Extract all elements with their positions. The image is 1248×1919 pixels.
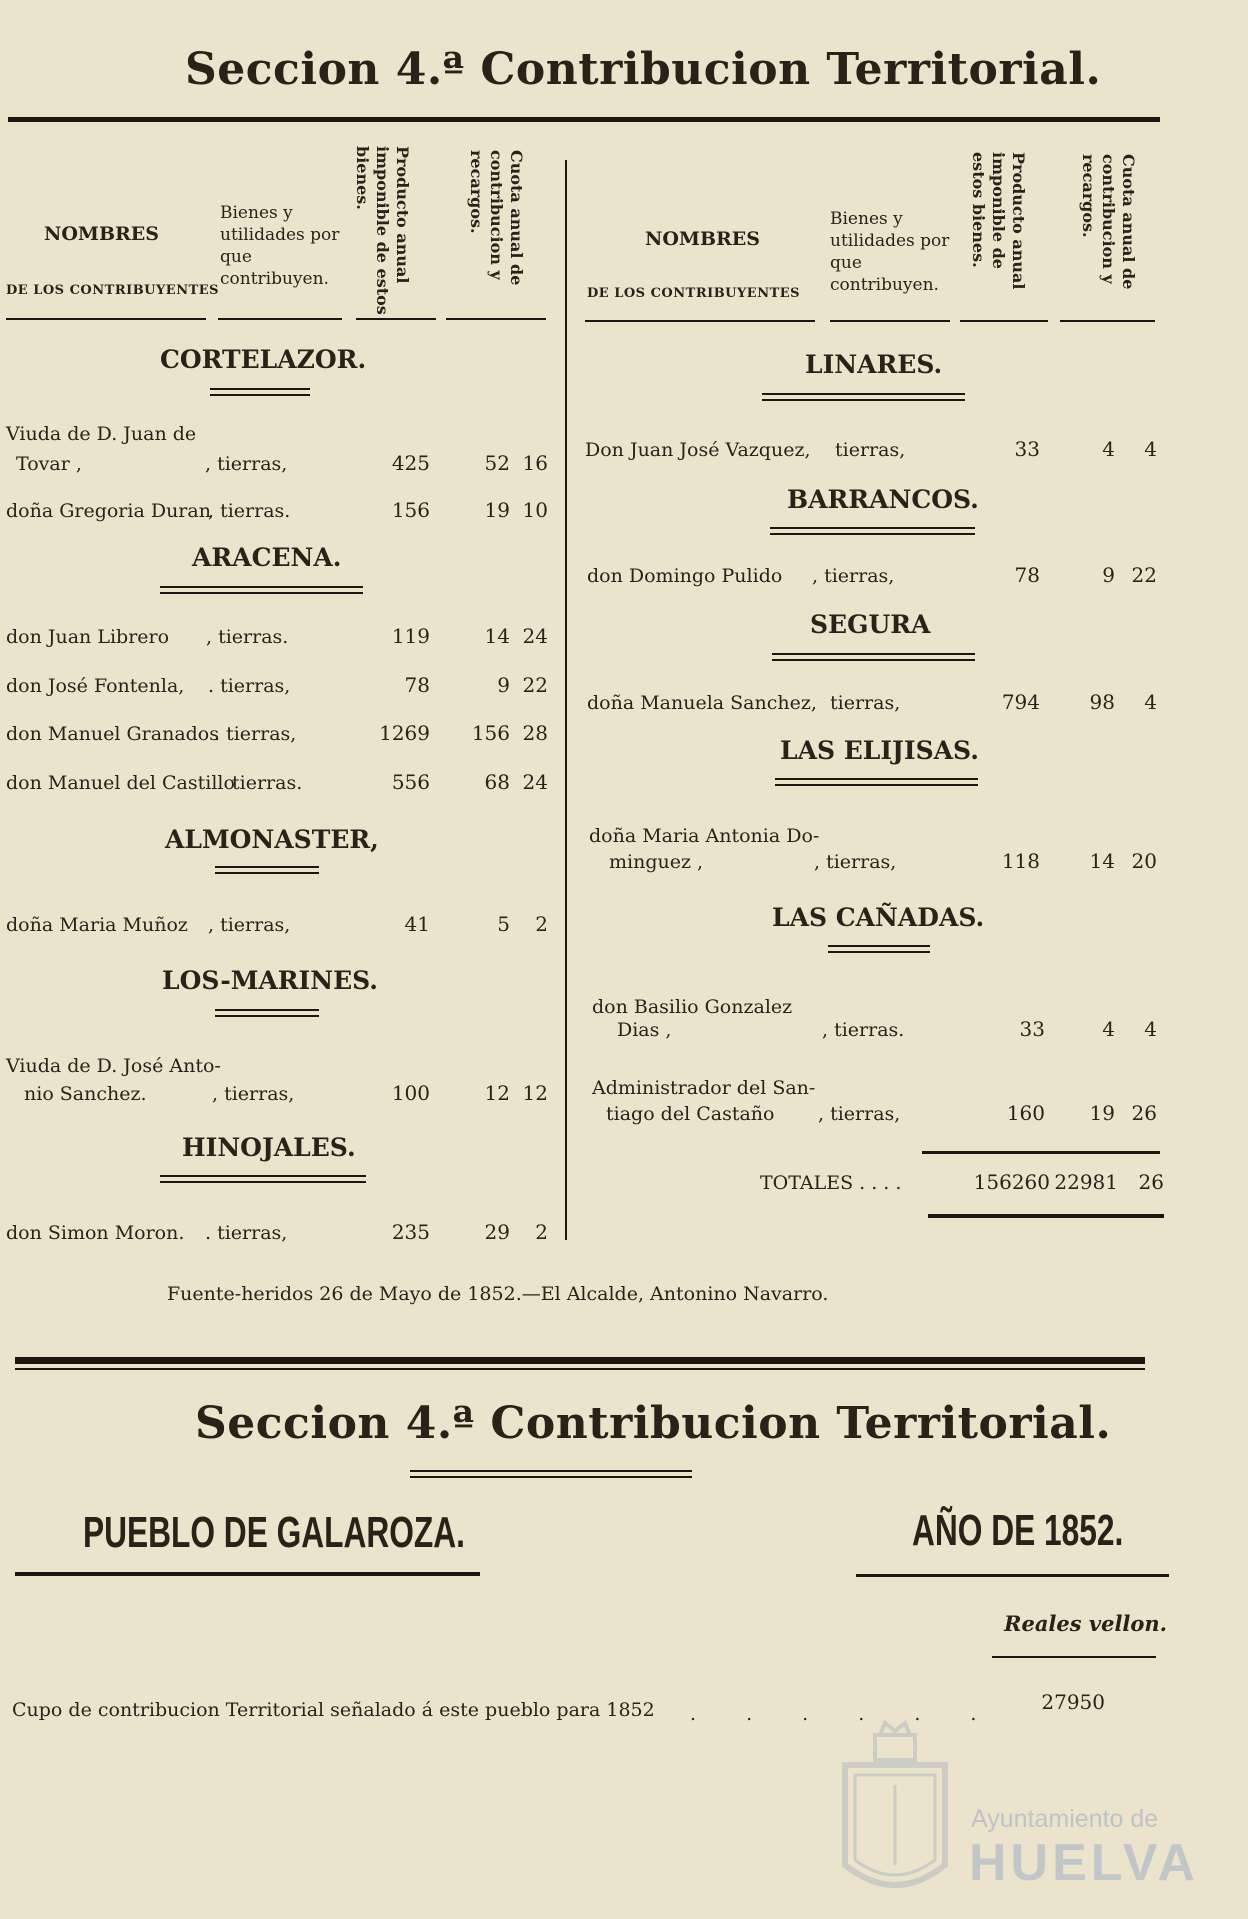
entry-name: doña Gregoria Duran bbox=[6, 500, 211, 522]
entry-name-cont: tiago del Castaño bbox=[606, 1103, 775, 1125]
col-header-contribuyentes-right: DE LOS CONTRIBUYENTES bbox=[587, 286, 801, 301]
cupo-value: 27950 bbox=[1041, 1690, 1105, 1714]
entry-name: doña Manuela Sanchez, bbox=[587, 692, 817, 714]
unit-rule bbox=[992, 1656, 1156, 1658]
entry-name: doña Maria Antonia Do- bbox=[589, 825, 820, 847]
entry-cuota: 68 bbox=[484, 770, 510, 794]
town-heading: HINOJALES. bbox=[182, 1133, 356, 1162]
entry-name: don Juan Librero bbox=[6, 626, 170, 648]
watermark-line2: HUELVA bbox=[969, 1834, 1200, 1892]
header-rule bbox=[218, 318, 342, 320]
entry-bienes: , tierras. bbox=[208, 500, 291, 522]
unit-label: Reales vellon. bbox=[1004, 1611, 1167, 1636]
town-underline bbox=[775, 778, 978, 786]
entry-cuota-fraction: 4 bbox=[1144, 437, 1157, 461]
entry-cuota-fraction: 10 bbox=[522, 498, 548, 522]
footer-note: Fuente-heridos 26 de Mayo de 1852.—El Alcalde, Antonino Navarro. bbox=[167, 1283, 829, 1305]
entry-cuota: 156 bbox=[471, 721, 510, 745]
ano-rule bbox=[856, 1574, 1169, 1577]
col-header-bienes-right: Bienes y utilidades por que contribuyen. bbox=[830, 209, 950, 295]
entry-producto: 425 bbox=[391, 451, 430, 475]
town-underline bbox=[772, 653, 975, 661]
totals-label: TOTALES . . . . bbox=[760, 1172, 902, 1194]
col-header-bienes-left: Bienes y utilidades por que contribuyen. bbox=[220, 203, 340, 289]
entry-producto: 78 bbox=[1014, 563, 1040, 587]
entry-producto: 33 bbox=[1014, 437, 1040, 461]
cupo-text: Cupo de contribucion Territorial señalado á este pueblo para 1852 bbox=[12, 1699, 655, 1721]
entry-producto: 235 bbox=[391, 1220, 430, 1244]
ano-heading: AÑO DE 1852. bbox=[912, 1506, 1124, 1555]
entry-cuota: 12 bbox=[484, 1081, 510, 1105]
town-heading: LOS-MARINES. bbox=[162, 966, 379, 995]
entry-bienes: , tierras. bbox=[822, 1019, 905, 1041]
col-header-cuota-right: Cuota anual de contribucion y recargos. bbox=[1079, 154, 1138, 290]
entry-cuota-fraction: 20 bbox=[1131, 849, 1157, 873]
entry-cuota-fraction: 4 bbox=[1144, 1017, 1157, 1041]
totals-cuota-fraction: 26 bbox=[1138, 1170, 1164, 1194]
town-underline bbox=[160, 1175, 366, 1183]
entry-producto: 118 bbox=[1001, 849, 1040, 873]
entry-cuota: 19 bbox=[1089, 1101, 1115, 1125]
totals-rule-bottom bbox=[928, 1214, 1164, 1218]
entry-producto: 33 bbox=[1019, 1017, 1045, 1041]
entry-cuota: 5 bbox=[497, 912, 510, 936]
header-rule bbox=[830, 320, 950, 322]
entry-bienes: . tierras, bbox=[205, 1222, 288, 1244]
entry-name: don Basilio Gonzalez bbox=[592, 996, 793, 1018]
entry-cuota-fraction: 24 bbox=[522, 624, 548, 648]
town-heading: ARACENA. bbox=[192, 543, 342, 572]
header-rule bbox=[356, 318, 436, 320]
header-rule bbox=[585, 320, 815, 322]
town-heading: ALMONASTER, bbox=[165, 825, 379, 854]
entry-bienes: , tierras, bbox=[814, 851, 897, 873]
crest-icon bbox=[830, 1715, 960, 1905]
entry-cuota: 52 bbox=[484, 451, 510, 475]
entry-producto: 78 bbox=[404, 673, 430, 697]
watermark-line1: Ayuntamiento de bbox=[971, 1805, 1159, 1833]
entry-bienes: tierras. bbox=[232, 772, 303, 794]
header-rule bbox=[1060, 320, 1155, 322]
entry-cuota-fraction: 22 bbox=[1131, 563, 1157, 587]
entry-cuota: 29 bbox=[484, 1220, 510, 1244]
entry-name: don Simon Moron. bbox=[6, 1222, 185, 1244]
town-underline bbox=[160, 586, 363, 594]
entry-name: don José Fontenla, bbox=[6, 675, 185, 697]
entry-bienes: , tierras, bbox=[208, 914, 291, 936]
town-underline bbox=[215, 866, 319, 874]
entry-cuota-fraction: 2 bbox=[535, 1220, 548, 1244]
entry-producto: 100 bbox=[391, 1081, 430, 1105]
entry-producto: 556 bbox=[391, 770, 430, 794]
entry-name: don Manuel Granados bbox=[6, 723, 219, 745]
entry-cuota: 14 bbox=[484, 624, 510, 648]
entry-name-cont: nio Sanchez. bbox=[24, 1083, 147, 1105]
entry-cuota-fraction: 16 bbox=[522, 451, 548, 475]
town-underline bbox=[215, 1009, 319, 1017]
section-title-rule bbox=[410, 1476, 692, 1478]
entry-cuota-fraction: 24 bbox=[522, 770, 548, 794]
header-rule bbox=[960, 320, 1048, 322]
col-header-producto-right: Producto anual imponible de estos bienes. bbox=[969, 152, 1028, 290]
entry-name: Viuda de D. José Anto- bbox=[6, 1055, 221, 1077]
col-header-cuota-left: Cuota anual de contribucion y recargos. bbox=[467, 150, 526, 286]
entry-cuota: 4 bbox=[1102, 437, 1115, 461]
town-underline bbox=[210, 388, 310, 396]
column-divider bbox=[565, 160, 567, 1240]
page-title: Seccion 4.ª Contribucion Territorial. bbox=[185, 44, 1102, 95]
totals-rule-top bbox=[922, 1151, 1160, 1154]
totals-producto: 156260 bbox=[973, 1170, 1050, 1194]
entry-cuota: 98 bbox=[1089, 690, 1115, 714]
entry-cuota: 4 bbox=[1102, 1017, 1115, 1041]
header-rule bbox=[6, 318, 206, 320]
pueblo-heading: PUEBLO DE GALAROZA. bbox=[83, 1508, 465, 1557]
entry-name-cont: Dias , bbox=[617, 1019, 672, 1041]
pueblo-rule bbox=[15, 1572, 480, 1576]
entry-bienes: , tierras, bbox=[212, 1083, 295, 1105]
entry-bienes: . tierras, bbox=[208, 675, 291, 697]
entry-producto: 156 bbox=[391, 498, 430, 522]
entry-cuota-fraction: 12 bbox=[522, 1081, 548, 1105]
entry-name: doña Maria Muñoz bbox=[6, 914, 188, 936]
town-heading: BARRANCOS. bbox=[787, 485, 979, 514]
col-header-producto-left: Producto anual imponible de estos bienes. bbox=[353, 146, 412, 315]
entry-cuota: 19 bbox=[484, 498, 510, 522]
town-heading: LAS CAÑADAS. bbox=[772, 903, 985, 932]
entry-cuota: 14 bbox=[1089, 849, 1115, 873]
entry-bienes: , tierras, bbox=[818, 1103, 901, 1125]
entry-producto: 1269 bbox=[379, 721, 430, 745]
entry-cuota-fraction: 28 bbox=[522, 721, 548, 745]
town-heading: CORTELAZOR. bbox=[160, 345, 367, 374]
col-header-nombres-right: NOMBRES bbox=[645, 228, 761, 250]
entry-name-cont: Tovar , bbox=[16, 453, 82, 475]
entry-name: don Manuel del Castillo bbox=[6, 772, 235, 794]
entry-cuota: 9 bbox=[497, 673, 510, 697]
col-header-nombres-left: NOMBRES bbox=[44, 223, 160, 245]
entry-cuota: 9 bbox=[1102, 563, 1115, 587]
section-title: Seccion 4.ª Contribucion Territorial. bbox=[195, 1398, 1112, 1449]
town-underline bbox=[762, 393, 965, 401]
entry-bienes: , tierras, bbox=[812, 565, 895, 587]
entry-name-cont: minguez , bbox=[609, 851, 704, 873]
entry-name: Administrador del San- bbox=[592, 1077, 816, 1099]
leader-dots: . . . . . . bbox=[690, 1703, 999, 1725]
entry-bienes: , tierras, bbox=[205, 453, 288, 475]
entry-name: don Domingo Pulido bbox=[587, 565, 783, 587]
entry-name: Don Juan José Vazquez, bbox=[585, 439, 811, 461]
entry-cuota-fraction: 2 bbox=[535, 912, 548, 936]
entry-bienes: tierras, bbox=[830, 692, 901, 714]
section-divider bbox=[15, 1357, 1145, 1364]
town-heading: LINARES. bbox=[805, 350, 943, 379]
town-underline bbox=[770, 527, 975, 535]
town-heading: SEGURA bbox=[810, 610, 931, 639]
entry-bienes: tierras, bbox=[835, 439, 906, 461]
entry-cuota-fraction: 26 bbox=[1131, 1101, 1157, 1125]
town-underline bbox=[828, 945, 930, 953]
entry-cuota-fraction: 22 bbox=[522, 673, 548, 697]
entry-cuota-fraction: 4 bbox=[1144, 690, 1157, 714]
entry-bienes: . tierras, bbox=[214, 723, 297, 745]
entry-producto: 160 bbox=[1006, 1101, 1045, 1125]
town-heading: LAS ELIJISAS. bbox=[780, 736, 979, 765]
header-rule bbox=[446, 318, 546, 320]
totals-cuota: 22981 bbox=[1054, 1170, 1118, 1194]
section-divider-thin bbox=[15, 1368, 1145, 1370]
entry-producto: 119 bbox=[391, 624, 430, 648]
section-title-rule bbox=[410, 1470, 692, 1472]
entry-bienes: , tierras. bbox=[206, 626, 289, 648]
entry-producto: 794 bbox=[1001, 690, 1040, 714]
title-rule bbox=[8, 117, 1160, 122]
entry-producto: 41 bbox=[404, 912, 430, 936]
col-header-contribuyentes-left: DE LOS CONTRIBUYENTES bbox=[6, 283, 220, 298]
entry-name: Viuda de D. Juan de bbox=[6, 423, 197, 445]
